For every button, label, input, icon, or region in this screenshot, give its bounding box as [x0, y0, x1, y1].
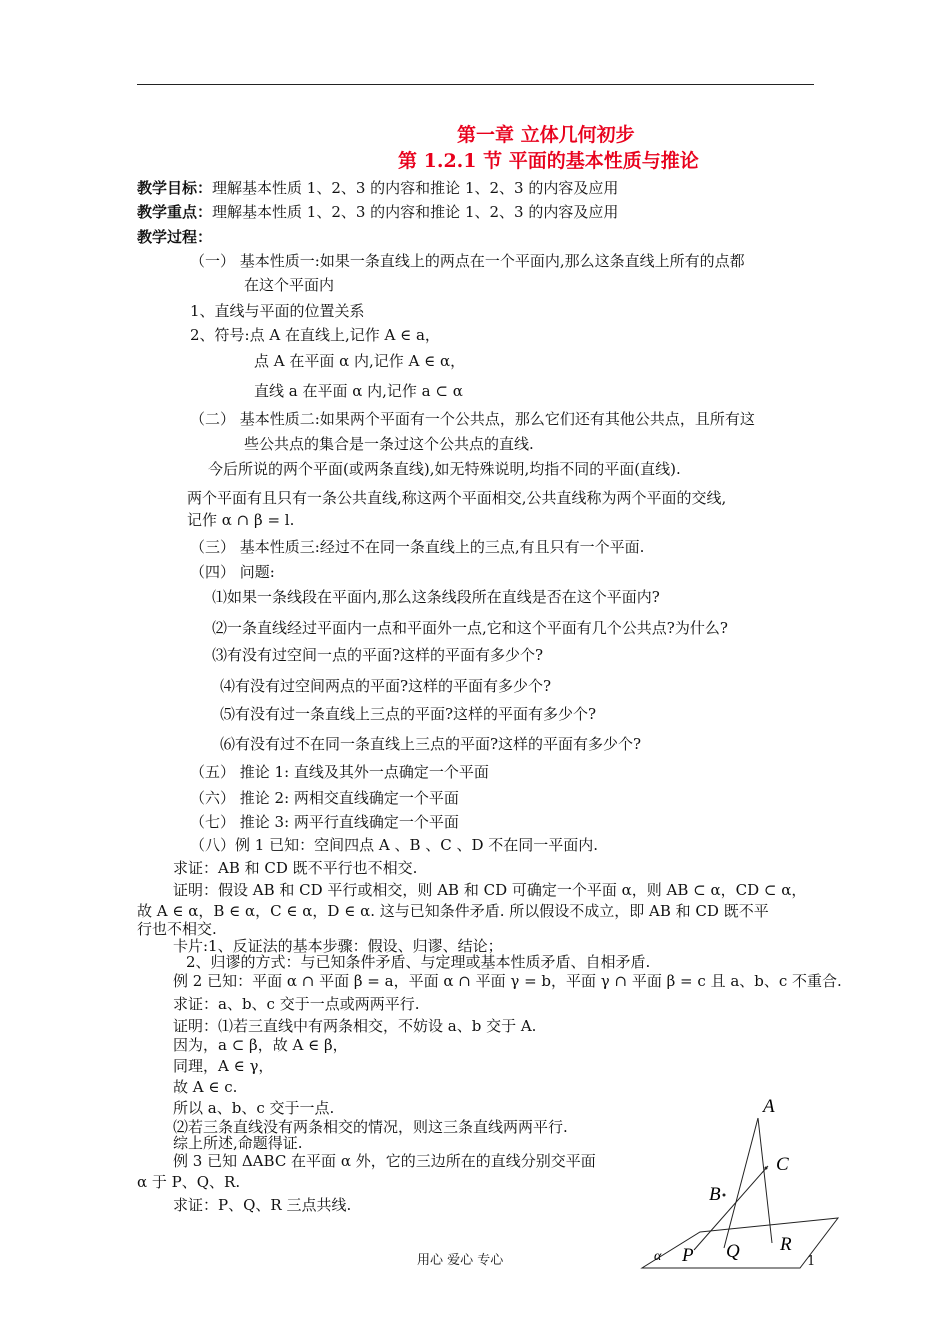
example-2-proof3: 同理，A ∈ γ， — [173, 1057, 274, 1075]
header-rule — [137, 84, 814, 85]
teaching-key — [137, 203, 618, 221]
label-B: B — [709, 1184, 721, 1205]
page-number: 1 — [807, 1254, 816, 1269]
example-2-conclusion: 综上所述,命题得证. — [173, 1134, 303, 1152]
example-1-prove: 求证：AB 和 CD 既不平行也不相交. — [173, 859, 418, 877]
point-B — [723, 1194, 726, 1197]
label-R: R — [780, 1234, 792, 1255]
example-2-proof4: 故 A ∈ c. — [173, 1078, 238, 1096]
teaching-goal-text: 理解基本性质 1、2、3 的内容和推论 1、2、3 的内容及应用 — [212, 179, 619, 197]
card-1: 卡片:1、反证法的基本步骤：假设、归谬、结论； — [173, 937, 503, 955]
property-1-item2: 2、符号:点 A 在直线上,记作 A ∈ a， — [190, 326, 440, 344]
example-3-given2: α 于 P、Q、R. — [137, 1173, 241, 1191]
question-1: ⑴如果一条线段在平面内,那么这条线段所在直线是否在这个平面内? — [212, 588, 660, 606]
property-2-note: 今后所说的两个平面(或两条直线),如无特殊说明,均指不同的平面(直线). — [208, 460, 681, 478]
label-alpha: α — [654, 1249, 662, 1264]
label-A: A — [763, 1096, 775, 1117]
card-2: 2、归谬的方式：与已知条件矛盾、与定理或基本性质矛盾、自相矛盾. — [186, 953, 651, 971]
teaching-goal — [137, 179, 618, 197]
property-2-line2: 些公共点的集合是一条过这个公共点的直线. — [244, 435, 534, 453]
label-C: C — [776, 1154, 789, 1175]
property-1-line1: （一） 基本性质一:如果一条直线上的两点在一个平面内,那么这条直线上所有的点都 — [190, 252, 745, 270]
footer-text: 用心 爱心 专心 — [417, 1253, 504, 1268]
property-2-def1: 两个平面有且只有一条公共直线,称这两个平面相交,公共直线称为两个平面的交线, — [187, 489, 727, 507]
example-2-proof5: 所以 a、b、c 交于一点. — [173, 1099, 335, 1117]
teaching-goal-label: 教学目标： — [137, 179, 213, 197]
example-1-proof2: 故 A ∈ α，B ∈ α，C ∈ α，D ∈ α. 这与已知条件矛盾. 所以假设不成立，即 AB 和 CD 既不平 — [137, 902, 769, 920]
corollary-2: （六） 推论 2: 两相交直线确定一个平面 — [190, 789, 459, 807]
point-C — [765, 1167, 768, 1170]
question-4: ⑷有没有过空间两点的平面?这样的平面有多少个? — [220, 677, 552, 695]
example-1-proof1: 证明：假设 AB 和 CD 平行或相交，则 AB 和 CD 可确定一个平面 α，则 AB ⊂ α，CD ⊂ α， — [173, 881, 807, 899]
teaching-key-label: 教学重点： — [137, 203, 213, 221]
example-1-given: （八）例 1 已知：空间四点 A 、B 、C 、D 不在同一平面内. — [190, 836, 599, 854]
question-6: ⑹有没有过不在同一条直线上三点的平面?这样的平面有多少个? — [220, 735, 642, 753]
chapter-title: 第一章 立体几何初步 — [457, 124, 635, 146]
question-3: ⑶有没有过空间一点的平面?这样的平面有多少个? — [212, 646, 544, 664]
example-3-given1: 例 3 已知 ΔABC 在平面 α 外，它的三边所在的直线分别交平面 — [173, 1152, 596, 1170]
section-title: 第 1.2.1 节 平面的基本性质与推论 — [398, 150, 699, 172]
property-1-item3: 点 A 在平面 α 内,记作 A ∈ α， — [254, 352, 466, 370]
example-2-proof6: ⑵若三条直线没有两条相交的情况，则这三条直线两两平行. — [173, 1118, 568, 1136]
label-P: P — [682, 1245, 694, 1266]
example-2-proof2: 因为，a ⊂ β，故 A ∈ β， — [173, 1036, 348, 1054]
questions-heading: （四） 问题: — [190, 563, 275, 581]
example-2-proof1: 证明：⑴若三直线中有两条相交，不妨设 a、b 交于 A. — [173, 1017, 537, 1035]
property-2-line1: （二） 基本性质二:如果两个平面有一个公共点，那么它们还有其他公共点，且所有这 — [190, 410, 755, 428]
teaching-process-label: 教学过程： — [137, 228, 213, 246]
property-1-line2: 在这个平面内 — [244, 276, 335, 294]
question-2: ⑵一条直线经过平面内一点和平面外一点,它和这个平面有几个公共点?为什么? — [212, 619, 728, 637]
line-AR — [758, 1118, 772, 1243]
corollary-3: （七） 推论 3: 两平行直线确定一个平面 — [190, 813, 459, 831]
teaching-key-text: 理解基本性质 1、2、3 的内容和推论 1、2、3 的内容及应用 — [212, 203, 619, 221]
line-PC — [694, 1166, 768, 1250]
example-2-given: 例 2 已知：平面 α ∩ 平面 β = a，平面 α ∩ 平面 γ = b，平面 γ ∩ 平面 β = c 且 a、b、c 不重合. — [173, 972, 842, 990]
example-2-prove: 求证：a、b、c 交于一点或两两平行. — [173, 995, 420, 1013]
property-3: （三） 基本性质三:经过不在同一条直线上的三点,有且只有一个平面. — [190, 538, 645, 556]
example-3-prove: 求证：P、Q、R 三点共线. — [173, 1196, 352, 1214]
property-1-item1: 1、直线与平面的位置关系 — [190, 302, 365, 320]
label-Q: Q — [726, 1241, 740, 1262]
property-2-def2: 记作 α ∩ β = l. — [187, 511, 295, 529]
corollary-1: （五） 推论 1: 直线及其外一点确定一个平面 — [190, 763, 489, 781]
property-1-item4: 直线 a 在平面 α 内,记作 a ⊂ α — [254, 382, 463, 400]
example-1-proof3: 行也不相交. — [137, 920, 217, 938]
triangle-plane-figure — [640, 1090, 850, 1280]
question-5: ⑸有没有过一条直线上三点的平面?这样的平面有多少个? — [220, 705, 597, 723]
